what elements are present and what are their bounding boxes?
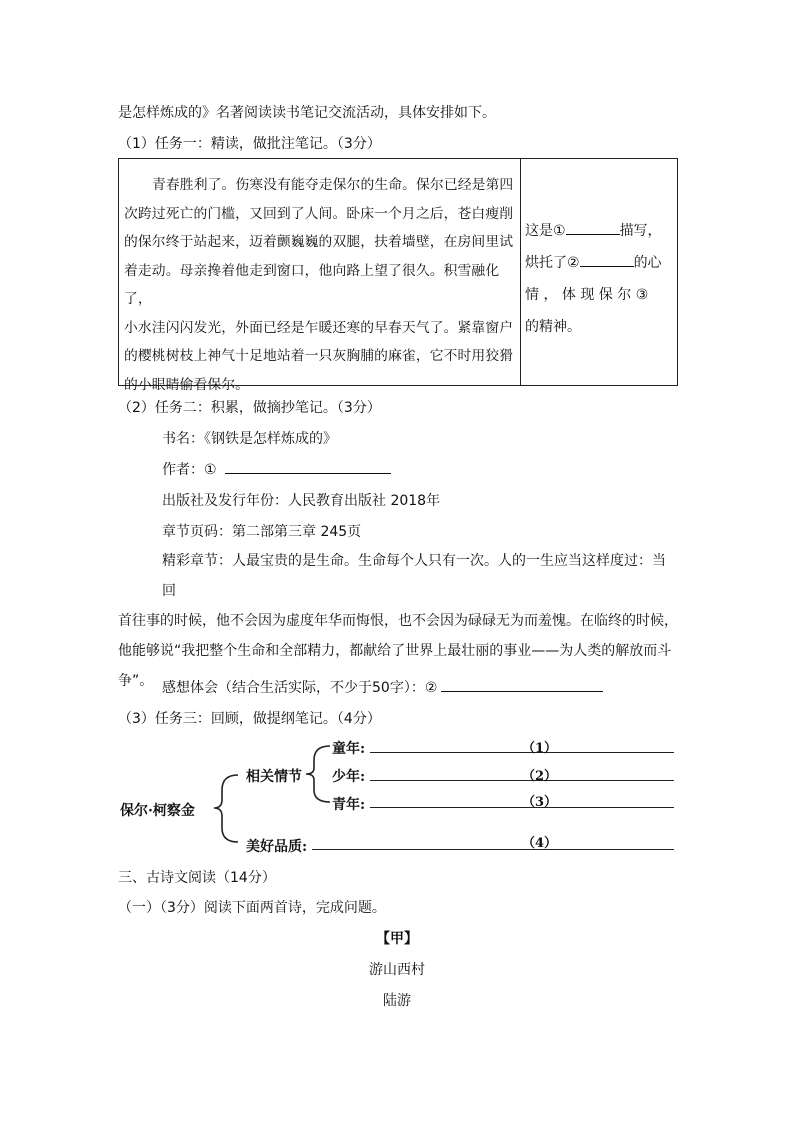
root-label: 保尔·柯察金	[120, 803, 195, 819]
task1-heading: （1）任务一：精读，做批注笔记。（3分）	[118, 136, 381, 152]
section3-heading: 三、古诗文阅读（14分）	[118, 870, 276, 886]
annotation-line: 情 ， 体 现 保 尔 ③	[525, 287, 649, 303]
poem-title: 游山西村	[369, 962, 425, 978]
passage-line: 的保尔终于站起来，迈着颤巍巍的双腿，扶着墙壁，在房间里试	[124, 234, 514, 250]
excerpt-line: 他能够说“我把整个生命和全部精力，都献给了世界上最壮丽的事业——为人类的解放而斗	[118, 643, 672, 659]
task2-heading: （2）任务二：积累，做摘抄笔记。（3分）	[118, 400, 381, 416]
young-adult-label: 青年:	[332, 797, 366, 813]
passage-line: 的小眼睛偷看保尔。	[124, 376, 250, 393]
intro-line: 是怎样炼成的》名著阅读读书笔记交流活动，具体安排如下。	[118, 105, 496, 121]
excerpt-line: 首往事的时候，他不会因为虚度年华而悔恨，也不会因为碌碌无为而羞愧。在临终的时候，	[118, 613, 678, 629]
pages: 章节页码：第二部第三章 245页	[162, 524, 362, 540]
passage-line: 青春胜利了。伤寒没有能夺走保尔的生命。保尔已经是第四	[152, 177, 514, 193]
excerpt-line: 争”。	[118, 673, 154, 689]
passage-line: 小水洼闪闪发光，外面已经是乍暖还寒的早春天气了。紧靠窗户	[124, 319, 514, 336]
youth-label: 少年:	[332, 769, 366, 785]
annotation-line: 这是① 描写，	[525, 223, 662, 239]
section3-sub: （一）（3分）阅读下面两首诗，完成问题。	[118, 900, 386, 916]
book-title: 书名：《钢铁是怎样炼成的》	[162, 431, 337, 447]
annotation-line: 的精神。	[525, 319, 581, 335]
publisher: 出版社及发行年份：人民教育出版社 2018年	[162, 493, 441, 509]
excerpt-line: 精彩章节：人最宝贵的是生命。生命每个人只有一次。人的一生应当这样度过：当回	[162, 553, 666, 599]
root-brace	[214, 775, 238, 842]
qualities-line[interactable]	[312, 849, 674, 850]
annotation-line: 烘托了② 的心	[525, 255, 662, 271]
number-1: （1）	[522, 741, 558, 756]
qualities-label: 美好品质:	[246, 839, 308, 855]
childhood-label: 童年:	[332, 741, 366, 757]
plot-label: 相关情节	[246, 769, 302, 785]
author-row: 作者：①	[162, 459, 391, 479]
number-3: （3）	[522, 795, 558, 810]
number-4: （4）	[522, 836, 558, 851]
task3-heading: （3）任务三：回顾，做提纲笔记。（4分）	[118, 711, 381, 727]
number-2: （2）	[522, 769, 558, 784]
reflection-row: 感想体会（结合生活实际，不少于50字）：②	[162, 677, 603, 697]
plot-brace	[306, 746, 330, 802]
passage-line: 的樱桃树枝上神气十足地站着一只灰胸脯的麻雀，它不时用狡猾	[124, 348, 514, 364]
passage-line: 着走动。母亲搀着他走到窗口，他向路上望了很久。积雪融化了，	[124, 262, 500, 307]
poem-author: 陆游	[383, 993, 411, 1009]
poem-tag: 【甲】	[376, 931, 418, 947]
passage-line: 次跨过死亡的门槛，又回到了人间。卧床一个月之后，苍白瘦削	[124, 205, 514, 222]
